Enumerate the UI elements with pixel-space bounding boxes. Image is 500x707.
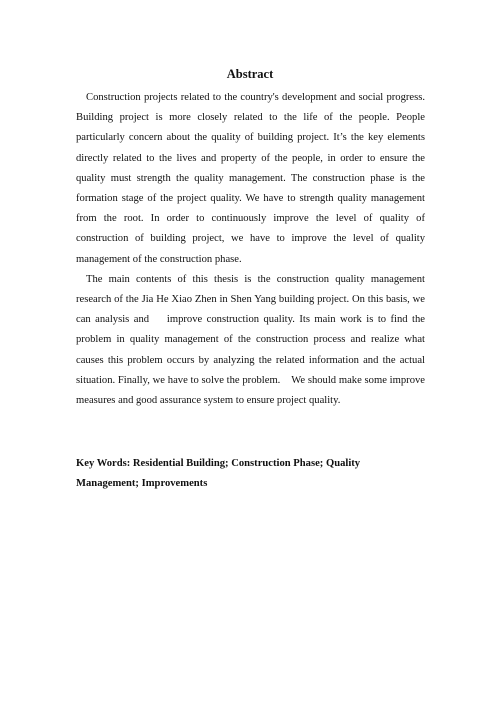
abstract-body (76, 88, 425, 411)
abstract-paragraph-2: The main contents of this thesis is the construction quality management research of the Jia He Xiao Zhen in Shen Yang building project. On this basis, we can analysis and improve construction quality. Its main work is to find the problem in quality management of the construction process and realize what causes this problem occurs by analyzing the related information and the actual situation. Finally, we have to solve the problem. We should make some improve measures and good assurance system to ensure project quality. (76, 273, 425, 407)
abstract-title: Abstract (226, 67, 274, 81)
key-words: Key Words: Residential Building; Construction Phase; Quality Management; Improvements (76, 458, 361, 490)
abstract-paragraph-1: Construction projects related to the country's development and social progress. Building project is more closely related to the life of the people. People particularly concern about the quality of building project. It’s the key elements directly related to the lives and property of the people, in order to ensure the quality must strength the quality management. The construction phase is the formation stage of the project quality. We have to strength quality management from the root. In order to continuously improve the level of quality of construction of building project, we have to improve the level of quality management of the construction phase. (76, 92, 425, 265)
